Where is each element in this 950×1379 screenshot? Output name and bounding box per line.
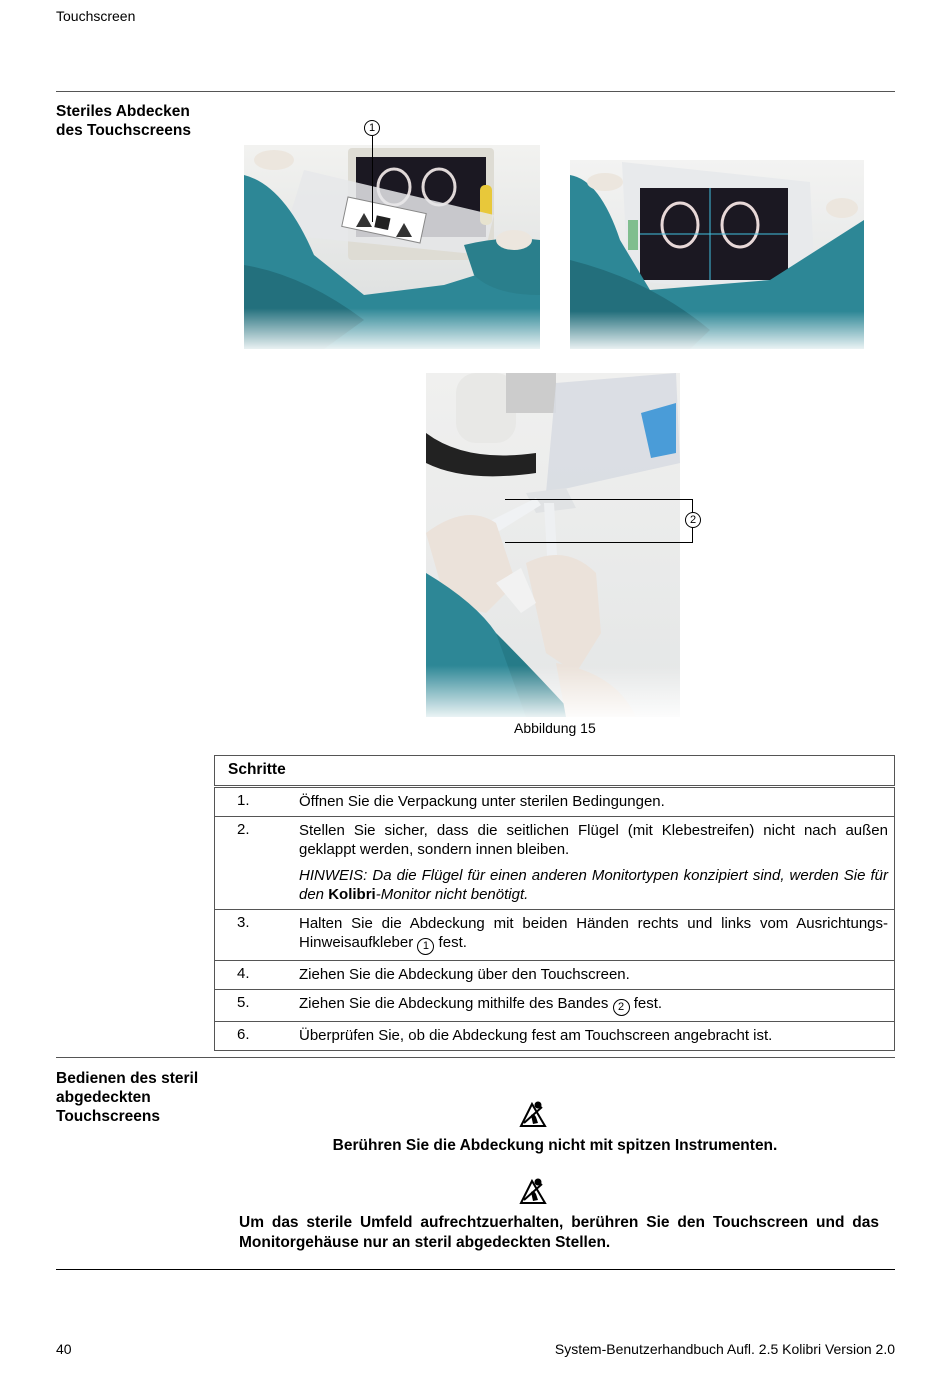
table-row <box>215 817 895 910</box>
section-heading-sterile-cover: Steriles Abdecken des Touchscreens <box>56 103 191 139</box>
step-number: 1. <box>215 787 300 817</box>
document-title: System-Benutzerhandbuch Aufl. 2.5 Kolibri Version 2.0 <box>554 1341 895 1357</box>
callout-2: 2 <box>685 512 701 528</box>
table-row <box>215 910 895 961</box>
callout-1-leader <box>372 136 373 222</box>
step-text: Ziehen Sie die Abdeckung über den Touchscreen. <box>299 961 895 990</box>
step-number: 2. <box>215 817 300 910</box>
callout-2-bracket <box>505 499 693 543</box>
step-note: HINWEIS: Da die Flügel für einen anderen Monitortypen konzipiert sind, werden Sie für den Kolibri-Monitor nicht benötigt. <box>299 867 888 903</box>
steps-table <box>214 755 895 1051</box>
figure-caption: Abbildung 15 <box>514 720 596 736</box>
step-text: Überprüfen Sie, ob die Abdeckung fest am Touchscreen angebracht ist. <box>299 1022 895 1051</box>
inline-callout-2: 2 <box>613 999 630 1016</box>
divider <box>56 1269 895 1270</box>
product-name: Kolibri <box>328 886 376 903</box>
step-number: 5. <box>215 990 300 1022</box>
inline-callout-1: 1 <box>417 938 434 955</box>
caution-hand-icon <box>518 1176 548 1211</box>
caution-hand-icon <box>518 1099 548 1134</box>
section-heading-operating-covered: Bedienen des steril abgedeckten Touchscreens <box>56 1070 199 1125</box>
photo-tightening-band <box>426 373 680 717</box>
running-header: Touchscreen <box>56 8 136 24</box>
step-text: Ziehen Sie die Abdeckung mithilfe des Bandes 2 fest. <box>299 990 895 1022</box>
step-text: Stellen Sie sicher, dass die seitlichen Flügel (mit Klebestreifen) nicht nach außen geklappt werden, sondern innen bleiben. <box>299 822 888 858</box>
step-text: Halten Sie die Abdeckung mit beiden Händen rechts und links vom Ausrichtungs-Hinweisaufkleber 1 fest. <box>299 910 895 961</box>
photo-drape-positioning <box>244 145 540 349</box>
step-text: Öffnen Sie die Verpackung unter sterilen Bedingungen. <box>299 787 895 817</box>
step-number: 4. <box>215 961 300 990</box>
page-number: 40 <box>56 1341 72 1357</box>
table-row <box>215 787 895 817</box>
table-row <box>215 961 895 990</box>
warning-text-sharp-instruments: Berühren Sie die Abdeckung nicht mit spitzen Instrumenten. <box>332 1137 778 1154</box>
step-number: 6. <box>215 1022 300 1051</box>
table-row <box>215 990 895 1022</box>
step-number: 3. <box>215 910 300 961</box>
divider <box>56 1057 895 1058</box>
warning-text-sterile-field: Um das sterile Umfeld aufrechtzuerhalten, berühren Sie den Touchscreen und das Monitorgehäuse nur an steril abgedeckten Stellen. <box>239 1214 879 1251</box>
photo-drape-pulled-over <box>570 160 864 349</box>
divider <box>56 91 895 92</box>
callout-1: 1 <box>364 120 380 136</box>
table-row <box>215 1022 895 1051</box>
step-cell <box>299 817 895 910</box>
steps-table-header: Schritte <box>215 756 895 787</box>
